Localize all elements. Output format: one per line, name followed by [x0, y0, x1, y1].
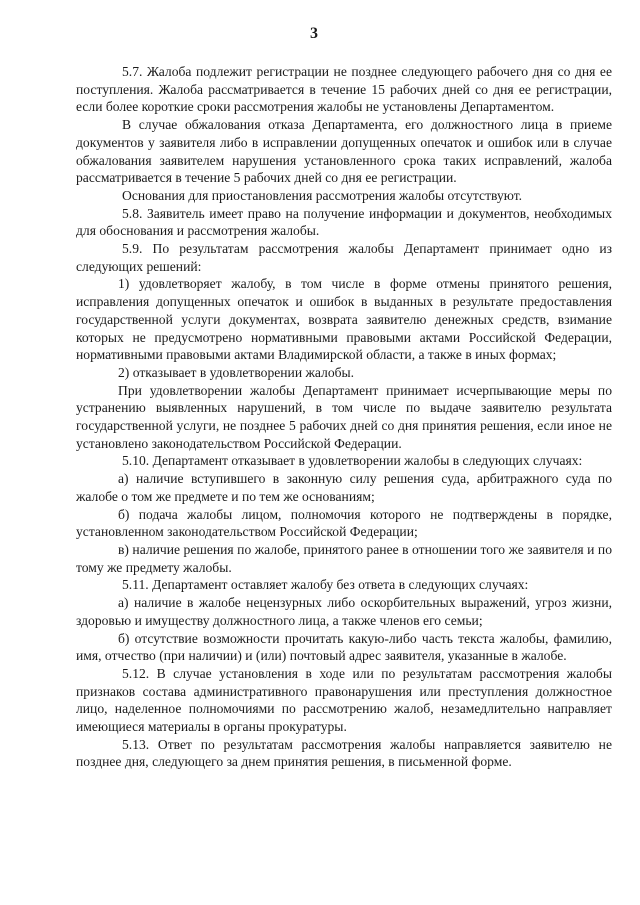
- paragraph-appeal-refusal: В случае обжалования отказа Департамента, его должностного лица в приеме документов у заявителя либо в исправлении допущенных опечаток и ошибок или в случае обжалования заявителем нарушения установленного срока таких исправлений, жалоба рассматривается в течение 5 рабочих дней со дня ее регистрации.: [76, 117, 612, 186]
- document-body: [76, 63, 612, 771]
- paragraph-5-13: 5.13. Ответ по результатам рассмотрения жалобы направляется заявителю не позднее дня, следующего за днем принятия решения, в письменной форме.: [76, 736, 612, 770]
- paragraph-no-suspension: Основания для приостановления рассмотрения жалобы отсутствуют.: [122, 187, 523, 203]
- paragraph-5-9-item-1: 1) удовлетворяет жалобу, в том числе в форме отмены принятого решения, исправления допущенных опечаток и ошибок в выданных в результате предоставления государственной услуги документах, возврата заявителю денежных средств, взимание которых не предусмотрено нормативными правовыми актами Российской Федерации, нормативными правовыми актами Владимирской области, а также в иных формах;: [76, 276, 612, 363]
- paragraph-5-10-item-b: б) подача жалобы лицом, полномочия которого не подтверждены в порядке, установленном законодательством Российской Федерации;: [76, 506, 612, 540]
- paragraph-5-10-item-v: в) наличие решения по жалобе, принятого ранее в отношении того же заявителя и по тому же предмету жалобы.: [76, 541, 612, 575]
- paragraph-5-11-item-b: б) отсутствие возможности прочитать какую-либо часть текста жалобы, фамилию, имя, отчество (при наличии) и (или) почтовый адрес заявителя, указанные в жалобе.: [76, 630, 612, 664]
- paragraph-5-11-item-a: а) наличие в жалобе нецензурных либо оскорбительных выражений, угроз жизни, здоровью и имуществу должностного лица, а также членов его семьи;: [76, 595, 612, 628]
- paragraph-satisfaction-measures: При удовлетворении жалобы Департамент принимает исчерпывающие меры по устранению выявленных нарушений, в том числе по выдаче заявителю результата государственной услуги, не позднее 5 рабочих дней со дня принятия решения, если иное не установлено законодательством Российской Федерации.: [76, 382, 612, 451]
- paragraph-5-12: 5.12. В случае установления в ходе или по результатам рассмотрения жалобы признаков состава административного правонарушения или преступления должностное лицо, наделенное полномочиями по рассмотрению жалоб, незамедлительно направляет имеющиеся материалы в органы прокуратуры.: [76, 665, 612, 735]
- paragraph-5-9: 5.9. По результатам рассмотрения жалобы Департамент принимает одно из следующих решений:: [76, 241, 612, 274]
- page-number: 3: [310, 25, 318, 42]
- paragraph-5-7: 5.7. Жалоба подлежит регистрации не позднее следующего рабочего дня со дня ее поступления. Жалоба рассматривается в течение 15 рабочих дней со дня ее регистрации, если более короткие сроки рассмотрения жалобы не установлены Департаментом.: [76, 64, 612, 115]
- paragraph-5-10-item-a: а) наличие вступившего в законную силу решения суда, арбитражного суда по жалобе о том же предмете и по тем же основаниям;: [76, 471, 612, 504]
- paragraph-5-11: 5.11. Департамент оставляет жалобу без ответа в следующих случаях:: [122, 577, 529, 593]
- paragraph-5-9-item-2: 2) отказывает в удовлетворении жалобы.: [118, 364, 355, 380]
- paragraph-5-8: 5.8. Заявитель имеет право на получение информации и документов, необходимых для обоснования и рассмотрения жалобы.: [76, 205, 612, 239]
- paragraph-5-10: 5.10. Департамент отказывает в удовлетворении жалобы в следующих случаях:: [122, 453, 583, 469]
